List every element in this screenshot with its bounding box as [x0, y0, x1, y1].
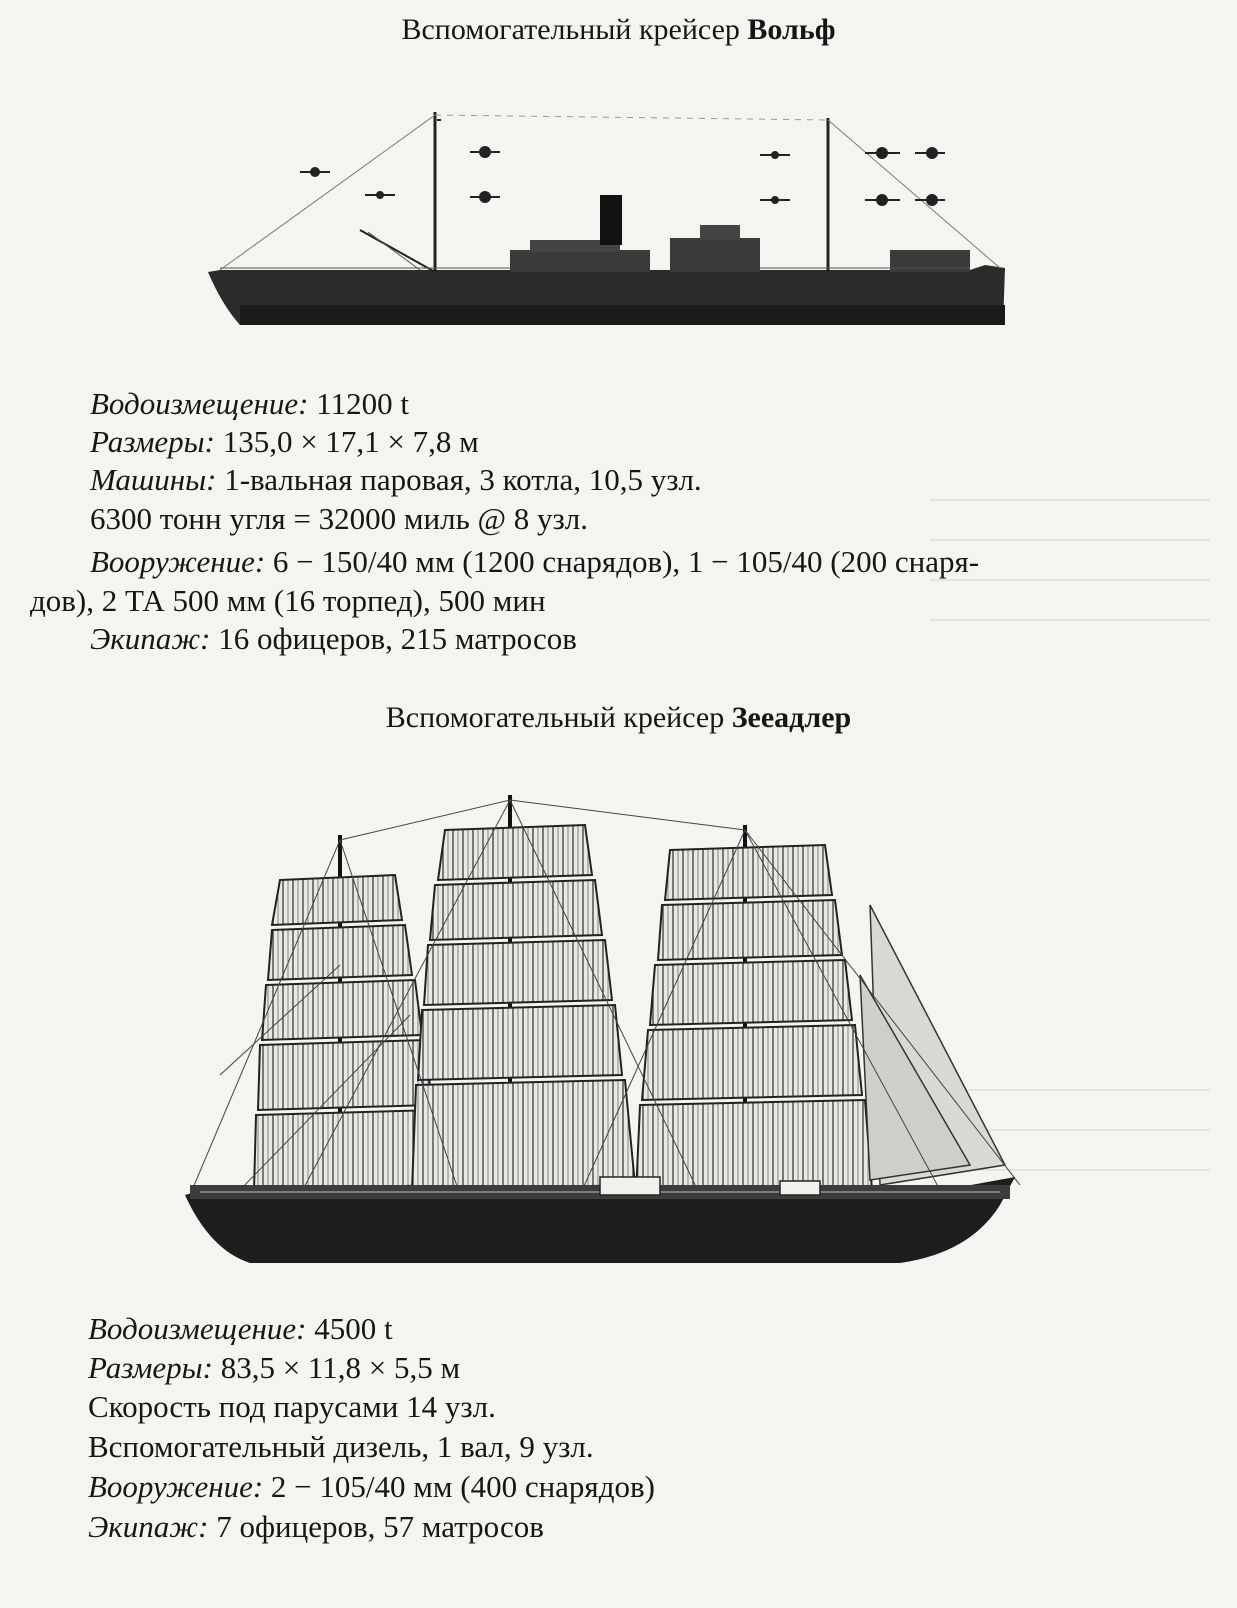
- spec-label: Машины:: [90, 462, 217, 497]
- spec-armament: [90, 543, 979, 581]
- caption-ship-name: Вольф: [747, 13, 836, 46]
- spec-label: Вооружение:: [88, 1469, 264, 1504]
- spec-range: 6300 тонн угля = 32000 миль @ 8 узл.: [90, 501, 588, 536]
- caption-prefix: Вспомогательный крейсер: [401, 13, 740, 46]
- spec-value: 135,0 × 17,1 × 7,8 м: [222, 424, 479, 459]
- spec-label: Экипаж:: [90, 621, 211, 656]
- spec-displacement: [90, 385, 409, 423]
- spec-value: 4500 t: [314, 1311, 393, 1346]
- spec-value: 11200 t: [316, 386, 409, 421]
- spec-machinery: [90, 461, 702, 499]
- spec-value: 7 офицеров, 57 матросов: [216, 1509, 544, 1544]
- spec-value: 2 − 105/40 мм (400 снарядов): [270, 1469, 655, 1504]
- caption-ship-name: Зееадлер: [731, 701, 852, 734]
- spec-armament-continued: дов), 2 ТА 500 мм (16 торпед), 500 мин: [30, 583, 546, 618]
- spec-value: 16 офицеров, 215 матросов: [218, 621, 577, 656]
- spec-value: 6 − 150/40 мм (1200 снарядов), 1 − 105/40 (200 снаря-: [272, 544, 980, 579]
- steamship-illustration: [200, 100, 1020, 340]
- spec-armament: [88, 1468, 655, 1506]
- ship-caption-wolf: [0, 12, 1237, 48]
- spec-label: Размеры:: [90, 424, 215, 459]
- spec-label: Водоизмещение:: [88, 1311, 307, 1346]
- sailing-ship-illustration: [180, 785, 1030, 1275]
- spec-aux-engine: Вспомогательный дизель, 1 вал, 9 узл.: [88, 1429, 594, 1464]
- spec-dimensions: [90, 423, 479, 461]
- spec-sail-speed: Скорость под парусами 14 узл.: [88, 1389, 496, 1424]
- spec-label: Размеры:: [88, 1350, 213, 1385]
- spec-crew: [90, 620, 577, 658]
- caption-prefix: Вспомогательный крейсер: [385, 701, 725, 734]
- spec-label: Вооружение:: [90, 544, 266, 579]
- spec-crew: [88, 1508, 544, 1546]
- spec-label: Экипаж:: [88, 1509, 209, 1544]
- spec-dimensions: [88, 1349, 460, 1387]
- spec-label: Водоизмещение:: [90, 386, 309, 421]
- ship-caption-seeadler: [0, 700, 1237, 736]
- spec-value: 1-вальная паровая, 3 котла, 10,5 узл.: [224, 462, 702, 497]
- spec-displacement: [88, 1310, 393, 1348]
- spec-value: 83,5 × 11,8 × 5,5 м: [220, 1350, 461, 1385]
